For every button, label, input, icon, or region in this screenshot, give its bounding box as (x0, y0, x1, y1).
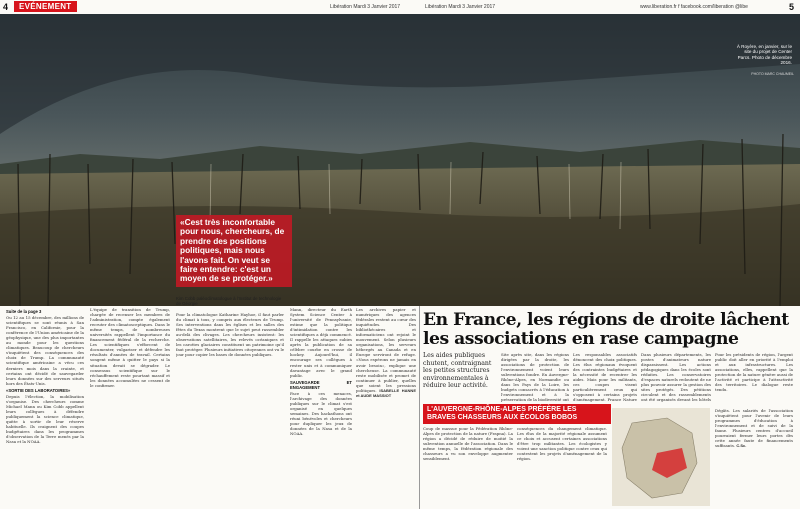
left-column-1 (6, 307, 84, 507)
france-regions-map (612, 408, 710, 506)
article-dek: Les aides publiques chutent, contraignant les petites structures environnementales à réduire leur activité. (423, 352, 492, 389)
left-col1-text-2: Depuis l'élection, la mobilisation s'organise. Des chercheurs comme Michael Mann ou Kim Cobb appellent leurs collègues à défendre publiquement la science climatique, quitte à sortir de leur réserve habituelle. Ils craignent des coupes budgétaires dans les programmes d'observation de la Terre menés par la Nasa et la NOAA. (6, 393, 84, 445)
right-col2-text: Les responsables associatifs dénoncent des choix politiques. Les élus régionaux évoquent des contraintes budgétaires et la nécessité de recentrer les aides. Mais pour les militants, ces coupes visent particulièrement ceux qui s'opposent à certains projets d'aménagement. France Nature (573, 352, 637, 402)
page-number-left: 4 (3, 2, 9, 12)
left-byline: ISABELLE HANNE et AUDE MASSIOT (356, 387, 416, 398)
left-col4-text: Mann, directeur du Earth System Science Center à l'université de Pennsylvanie, estime que la politique d'intimidation contre les scientifiques a déjà commencé. Il rappelle les attaques subies après la publication de sa célèbre courbe en crosse de hockey. Aujourd'hui, il encourage ses collègues à rester unis et à communiquer davantage avec le grand public. (290, 307, 352, 378)
region-map (612, 408, 710, 506)
photo-caption: À Royère, en janvier, sur le site du projet de Center Parcs. Photo de décembre 2016. (736, 44, 792, 66)
left-col3-text: Pour la climatologue Katharine Hayhoe, il faut parler du climat à tous, y compris aux électeurs de Trump. Ses interventions dans les églises et les salles des fêtes du Texas montrent que le sujet peut rassembler au-delà des clivages. Les chercheurs insistent: les observations satellitaires, les relevés océaniques et les carottes glaciaires constituent un patrimoine qu'il faut protéger. Plusieurs initiatives citoyennes ont vu le jour pour copier les bases de données publiques. (176, 312, 284, 358)
left-col2-text: L'équipe de transition de Trump, chargée de recenser les membres de l'administration, compte également recruter des climatosceptiques. Dans le même temps, de nombreuses universités rappellent l'importance du financement fédéral de la recherche. Les scientifiques s'efforcent de documenter, vulgariser et défendre les résultats d'années de travail. Certains songent même à quitter le pays si la situation devait se dégrader. Le consensus scientifique sur le réchauffement reste pourtant massif et les données accumulées ne cessent de le confirmer. (90, 307, 170, 388)
left-column-2 (90, 307, 170, 507)
left-column-4 (290, 307, 352, 507)
left-col1-text: Ou 12 au 15 décembre, des millions de scientifiques se sont réunis à San Francisco, en Californie, pour la conférence de l'Union américaine de la géophysique, une des plus importantes au monde pour les questions climatiques. Beaucoup de chercheurs s'inquiètent des conséquences des choix de Trump. La communauté scientifique américaine a vécu ces derniers mois dans la crainte, et certains ont décidé de sauvegarder leurs données sur des serveurs situés hors des États-Unis. (6, 315, 84, 386)
box-col3-text: Dégâts. Les salariés de l'association s'inquiètent pour l'avenir de leurs programmes d'éducation à l'environnement et de suivi de la faune. Plusieurs centres d'accueil pourraient fermer leurs portes dès cette année faute de financements suffisants. (715, 408, 793, 449)
box-col1-text: Coup de massue pour la Fédération Rhône-Alpes de protection de la nature (Frapna). La région a décidé de réduire de moitié la subvention annuelle de l'association. Dans le même temps, la fédération régionale des chasseurs a vu son enveloppe augmenter sensiblement. (423, 426, 513, 462)
sidebar-box-headline: L'AUVERGNE-RHÔNE-ALPES PRÉFÈRE LES BRAVES CHASSEURS AUX ÉCOLOS BOBOS (423, 404, 611, 424)
page-header (0, 0, 800, 14)
header-date-left: Libération Mardi 3 Janvier 2017 (330, 4, 401, 10)
box-column-1 (423, 426, 513, 508)
box-column-3 (715, 408, 793, 508)
left-col4-text-2: Face à ces menaces, l'archivage des données publiques sur le climat s'est organisé en quelques semaines. Des hackathons ont réuni bénévoles et chercheurs pour dupliquer les jeux de données de la Nasa et de la NOAA. (290, 390, 352, 437)
page-number-right: 5 (789, 2, 795, 12)
clearcut-landscape-image (0, 14, 800, 306)
header-date-right: Libération Mardi 3 Janvier 2017 (425, 4, 496, 10)
right-column-1 (501, 352, 569, 402)
box-column-2 (517, 426, 607, 508)
right-column-2 (573, 352, 637, 402)
right-column-4 (715, 352, 793, 402)
hero-photo (0, 14, 800, 306)
left-subhead-2: SAUVEGARDE ET ENGAGEMENT (290, 379, 352, 390)
continued-from-label: Suite de la page 3 (6, 309, 42, 314)
left-col5-text: Les archives papier et numériques des agences fédérales restent au cœur des inquiétudes. Des bibliothécaires et informaticiens ont rejoint le mouvement. Selon plusieurs organisations, les serveurs hébergés au Canada et en Europe serviront de refuge. «Nous espérons ne jamais en avoir besoin», explique une chercheuse. La communauté reste mobilisée et promet de continuer à publier, quelles que soient les pressions politiques. (356, 307, 416, 393)
box-col2-text: conséquences du changement climatique. Les élus de la majorité régionale assument ce choix et accusent certaines associations d'être trop militantes. Les écologistes y voient une sanction politique contre ceux qui contestent les projets d'aménagement de la région. (517, 426, 607, 462)
right-column-3 (641, 352, 711, 402)
left-column-3 (176, 312, 284, 507)
photo-credit: PHOTO MARC CHAUMEIL (751, 72, 794, 76)
right-col1-text: Site après site, dans les régions dirigées par la droite, les associations de protection de l'environnement voient leurs subventions fondre. En Auvergne-Rhône-Alpes, en Normandie ou dans les Pays de la Loire, les budgets consacrés à l'éducation à l'environnement et à la préservation de la biodiversité ont (501, 352, 569, 402)
pull-quote: «Cest très inconfortable pour nous, chercheurs, de prendre des positions politiques, mais nous l'avons fait. On veut se faire entendre: c'est un moyen de se protéger.» (176, 215, 292, 287)
section-label: EVÉNEMENT (14, 1, 77, 12)
box-byline: C.Sc. (736, 443, 747, 449)
right-col3-text: Dans plusieurs départements, les postes d'animateurs nature disparaissent. Les actions pédagogiques dans les écoles sont réduites. Les conservatoires d'espaces naturels redoutent de ne plus pouvoir assurer la gestion des sites protégés. Des pétitions circulent et des rassemblements ont été organisés devant les hôtels (641, 352, 711, 402)
header-links: www.liberation.fr f facebook.com/liberation @libe (640, 4, 748, 10)
article-headline: En France, les régions de droite lâchent les associations en rase campagne (423, 310, 789, 349)
left-column-5 (356, 307, 416, 507)
page-gutter (419, 306, 420, 509)
right-col4-text: Pour les présidents de région, l'argent public doit aller en priorité à l'emploi et aux infrastructures. Les associations, elles, rappellent que la protection de la nature génère aussi de l'activité et participe à l'attractivité des territoires. Le dialogue reste tendu. (715, 352, 793, 393)
pull-quote-source: Kim Cobb paléoclimatologue à l'Institut de technologie de Géorgie (176, 296, 282, 306)
left-subhead-1: «SORTIE DES LABORATOIRES» (6, 387, 71, 393)
